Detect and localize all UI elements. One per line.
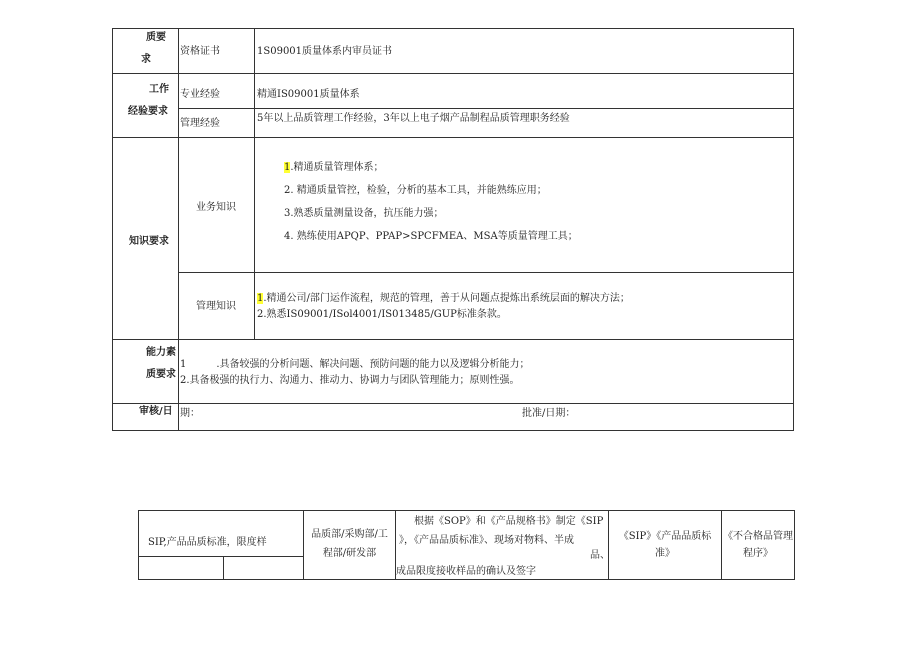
review-date-value: 期： <box>180 408 200 419</box>
table-border-left <box>138 510 139 580</box>
row-divider <box>112 137 794 138</box>
ability-item: 1 .具备较强的分析问题、解决问题、预防问题的能力以及逻辑分析能力； <box>180 359 530 370</box>
work-experience-label-2: 经验要求 <box>128 106 168 117</box>
column-divider <box>608 510 609 580</box>
quality-requirement-label: 质要 <box>146 32 166 43</box>
procedure-description-3: 品、 <box>590 550 610 561</box>
table-border-right <box>794 510 795 580</box>
procedure-description-2: 》，《产品品质标准》、现场对物料、半成 <box>399 535 574 546</box>
reference-documents-2: 准》 <box>655 548 675 559</box>
column-divider <box>721 510 722 580</box>
nonconforming-procedure-2: 程序》 <box>743 548 773 559</box>
departments-text-2: 程部/研发部 <box>322 548 377 559</box>
work-experience-label: 工作 <box>149 84 169 95</box>
qualification-table <box>112 28 794 431</box>
reference-documents: 《SIP》《产品品质标 <box>618 531 712 542</box>
column-divider <box>178 28 179 431</box>
row-divider <box>178 272 794 273</box>
business-knowledge-item: 4. 熟练使用APQP、PPAP>SPCFMEA、MSA等质量管理工具； <box>284 231 578 242</box>
ability-requirement-label: 能力素 <box>146 347 176 358</box>
management-knowledge-label: 管理知识 <box>196 301 236 312</box>
knowledge-requirement-label: 知识要求 <box>129 236 169 247</box>
professional-experience-label: 专业经验 <box>180 89 220 100</box>
nonconforming-procedure: 《不合格品管理 <box>723 531 793 542</box>
management-experience-value: 5年以上品质管理工作经验，3年以上电子烟产品制程品质管理职务经验 <box>257 113 570 124</box>
row-divider <box>178 108 794 109</box>
business-knowledge-label: 业务知识 <box>196 202 236 213</box>
sip-standard-label: SIP,产品品质标准，限度样 <box>148 537 267 548</box>
business-knowledge-item: 2. 精通质量管控，检验，分析的基本工具，并能熟练应用； <box>284 185 547 196</box>
table-border-left <box>112 28 113 431</box>
table-border-top <box>138 510 795 511</box>
review-date-label: 审核/日 <box>139 406 173 417</box>
table-border-right <box>793 28 794 431</box>
column-divider <box>254 28 255 339</box>
row-divider <box>138 556 303 557</box>
table-border-bottom <box>112 430 794 431</box>
professional-experience-value: 精通IS09001质量体系 <box>257 89 360 100</box>
quality-requirement-label-2: 求 <box>141 54 151 65</box>
approval-date-label: 批准/日期： <box>522 408 576 419</box>
cert-value: 1S09001质量体系内审员证书 <box>257 46 393 57</box>
row-divider <box>112 73 794 74</box>
row-divider <box>112 403 794 404</box>
ability-requirement-label-2: 质要求 <box>146 369 176 380</box>
procedure-table <box>138 510 795 580</box>
procedure-description: 根据《SOP》和《产品规格书》制定《SIP <box>414 516 604 527</box>
procedure-description-4: 成品限度接收样品的确认及签字 <box>396 566 536 577</box>
cert-label: 资格证书 <box>180 46 220 57</box>
column-divider <box>303 510 304 580</box>
ability-item: 2.具备极强的执行力、沟通力、推动力、协调力与团队管理能力；原则性强。 <box>180 375 520 386</box>
management-knowledge-item: 2.熟悉IS09001/ISol4001/IS013485/GUP标准条款。 <box>257 309 507 320</box>
business-knowledge-item: 1.精通质量管理体系； <box>284 162 384 173</box>
management-experience-label: 管理经验 <box>180 118 220 129</box>
business-knowledge-item: 3.熟悉质量测量设备，抗压能力强； <box>284 208 444 219</box>
table-border-bottom <box>138 579 795 580</box>
management-knowledge-item: 1.精通公司/部门运作流程，规范的管理，善于从问题点提炼出系统层面的解决方法； <box>257 293 630 304</box>
row-divider <box>112 339 794 340</box>
table-border-top <box>112 28 794 29</box>
departments-text: 品质部/采购部/工 <box>311 529 388 540</box>
column-divider <box>223 556 224 580</box>
